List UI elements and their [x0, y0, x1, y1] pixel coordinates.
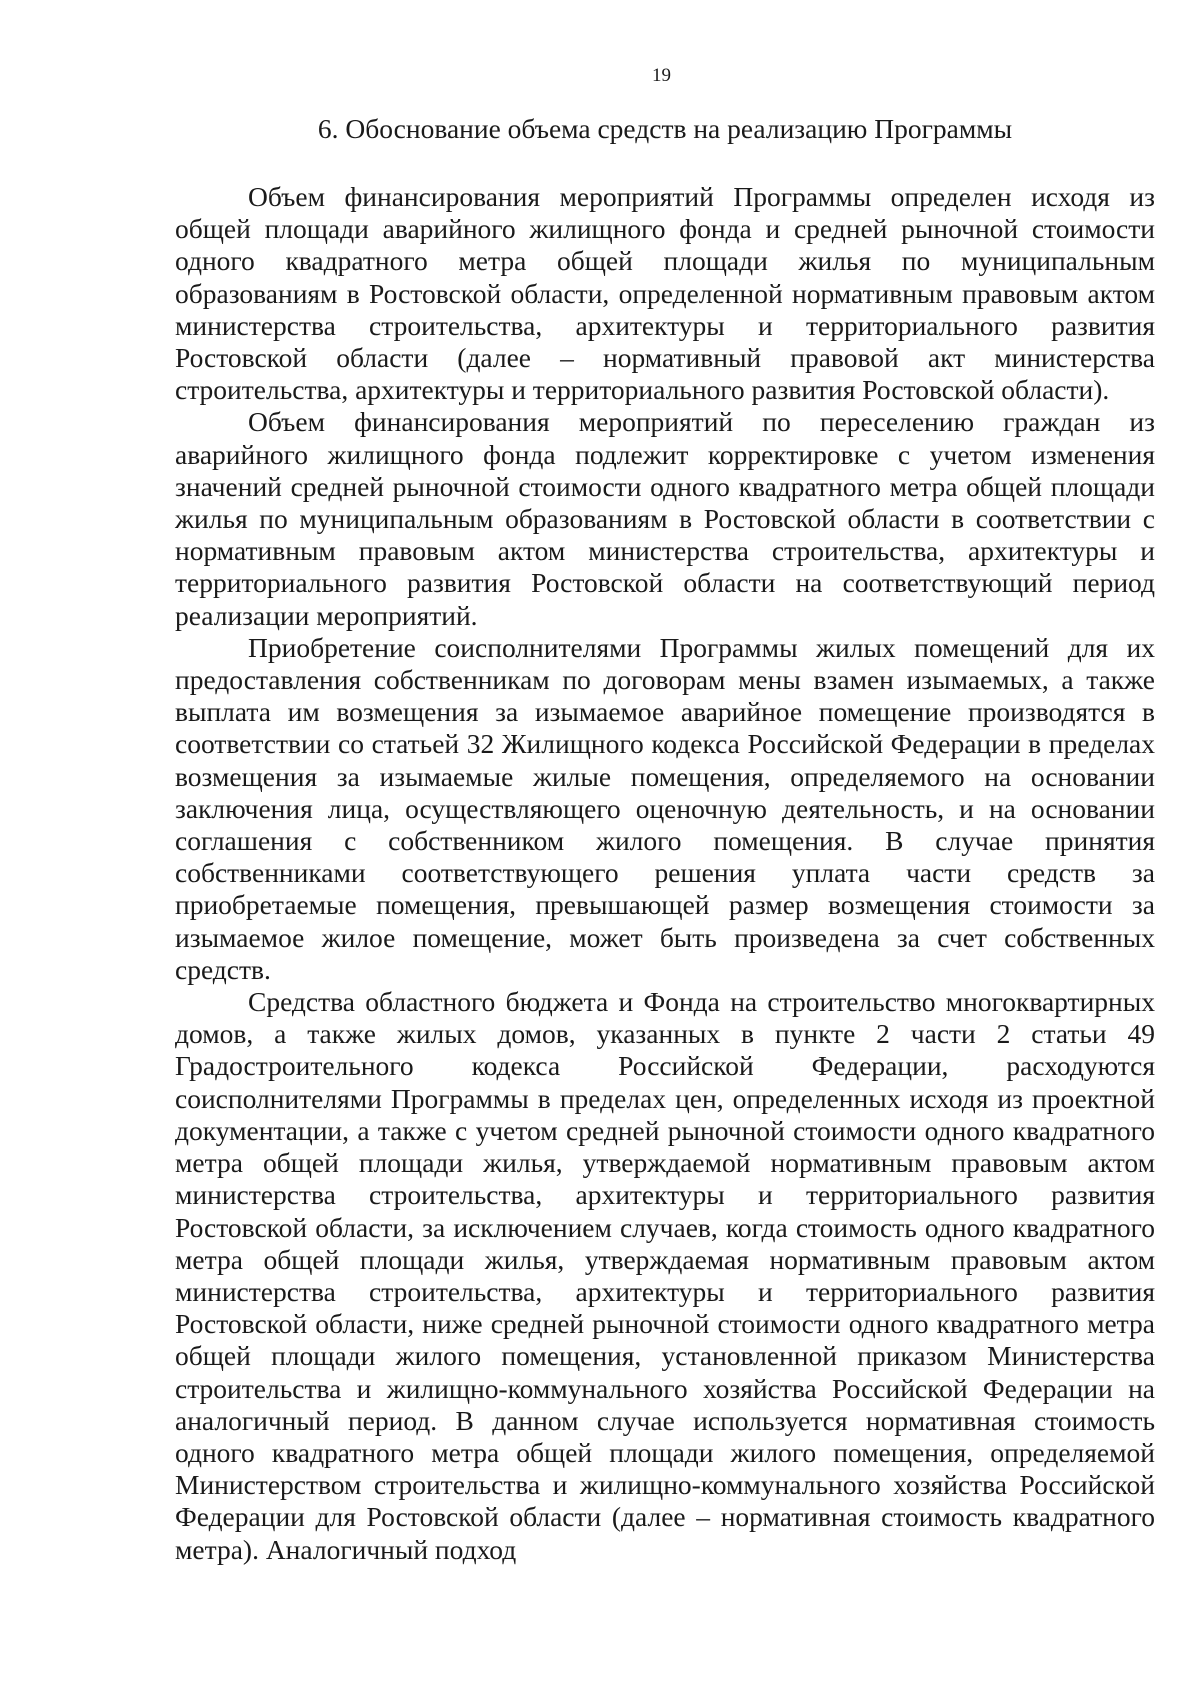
document-body: [175, 181, 1155, 1566]
paragraph-budget-funds: Средства областного бюджета и Фонда на строительство многоквартирных домов, а также жилых домов, указанных в пункте 2 части 2 статьи 49 Градостроительного кодекса Российской Федерации, расходуются соисполнителями Программы в пределах цен, определенных исходя из проектной документации, а также с учетом средней рыночной стоимости одного квадратного метра общей площади жилья, утверждаемой нормативным правовым актом министерства строительства, архитектуры и территориального развития Ростовской области, за исключением случаев, когда стоимость одного квадратного метра общей площади жилья, утверждаемая нормативным правовым актом министерства строительства, архитектуры и территориального развития Ростовской области, ниже средней рыночной стоимости одного квадратного метра общей площади жилого помещения, установленной приказом Министерства строительства и жилищно-коммунального хозяйства Российской Федерации на аналогичный период. В данном случае используется нормативная стоимость одного квадратного метра общей площади жилого помещения, определяемой Министерством строительства и жилищно-коммунального хозяйства Российской Федерации для Ростовской области (далее – нормативная стоимость квадратного метра). Аналогичный подход: [175, 986, 1155, 1565]
paragraph-funding-basis: Объем финансирования мероприятий Программы определен исходя из общей площади аварийного жилищного фонда и средней рыночной стоимости одного квадратного метра общей площади жилья по муниципальным образованиям в Ростовской области, определенной нормативным правовым актом министерства строительства, архитектуры и территориального развития Ростовской области (далее – нормативный правовой акт министерства строительства, архитектуры и территориального развития Ростовской области).: [175, 181, 1155, 406]
paragraph-housing-acquisition: Приобретение соисполнителями Программы жилых помещений для их предоставления собственникам по договорам мены взамен изымаемых, а также выплата им возмещения за изымаемое аварийное помещение производятся в соответствии со статьей 32 Жилищного кодекса Российской Федерации в пределах возмещения за изымаемые жилые помещения, определяемого на основании заключения лица, осуществляющего оценочную деятельность, и на основании соглашения с собственником жилого помещения. В случае принятия собственниками соответствующего решения уплата части средств за приобретаемые помещения, превышающей размер возмещения стоимости за изымаемое жилое помещение, может быть произведена за счет собственных средств.: [175, 631, 1155, 985]
section-title: 6. Обоснование объема средств на реализацию Программы: [317, 113, 1013, 144]
page-number: 19: [652, 65, 671, 86]
paragraph-funding-adjustment: Объем финансирования мероприятий по переселению граждан из аварийного жилищного фонда подлежит корректировке с учетом изменения значений средней рыночной стоимости одного квадратного метра общей площади жилья по муниципальным образованиям в Ростовской области в соответствии с нормативным правовым актом министерства строительства, архитектуры и территориального развития Ростовской области на соответствующий период реализации мероприятий.: [175, 406, 1155, 631]
